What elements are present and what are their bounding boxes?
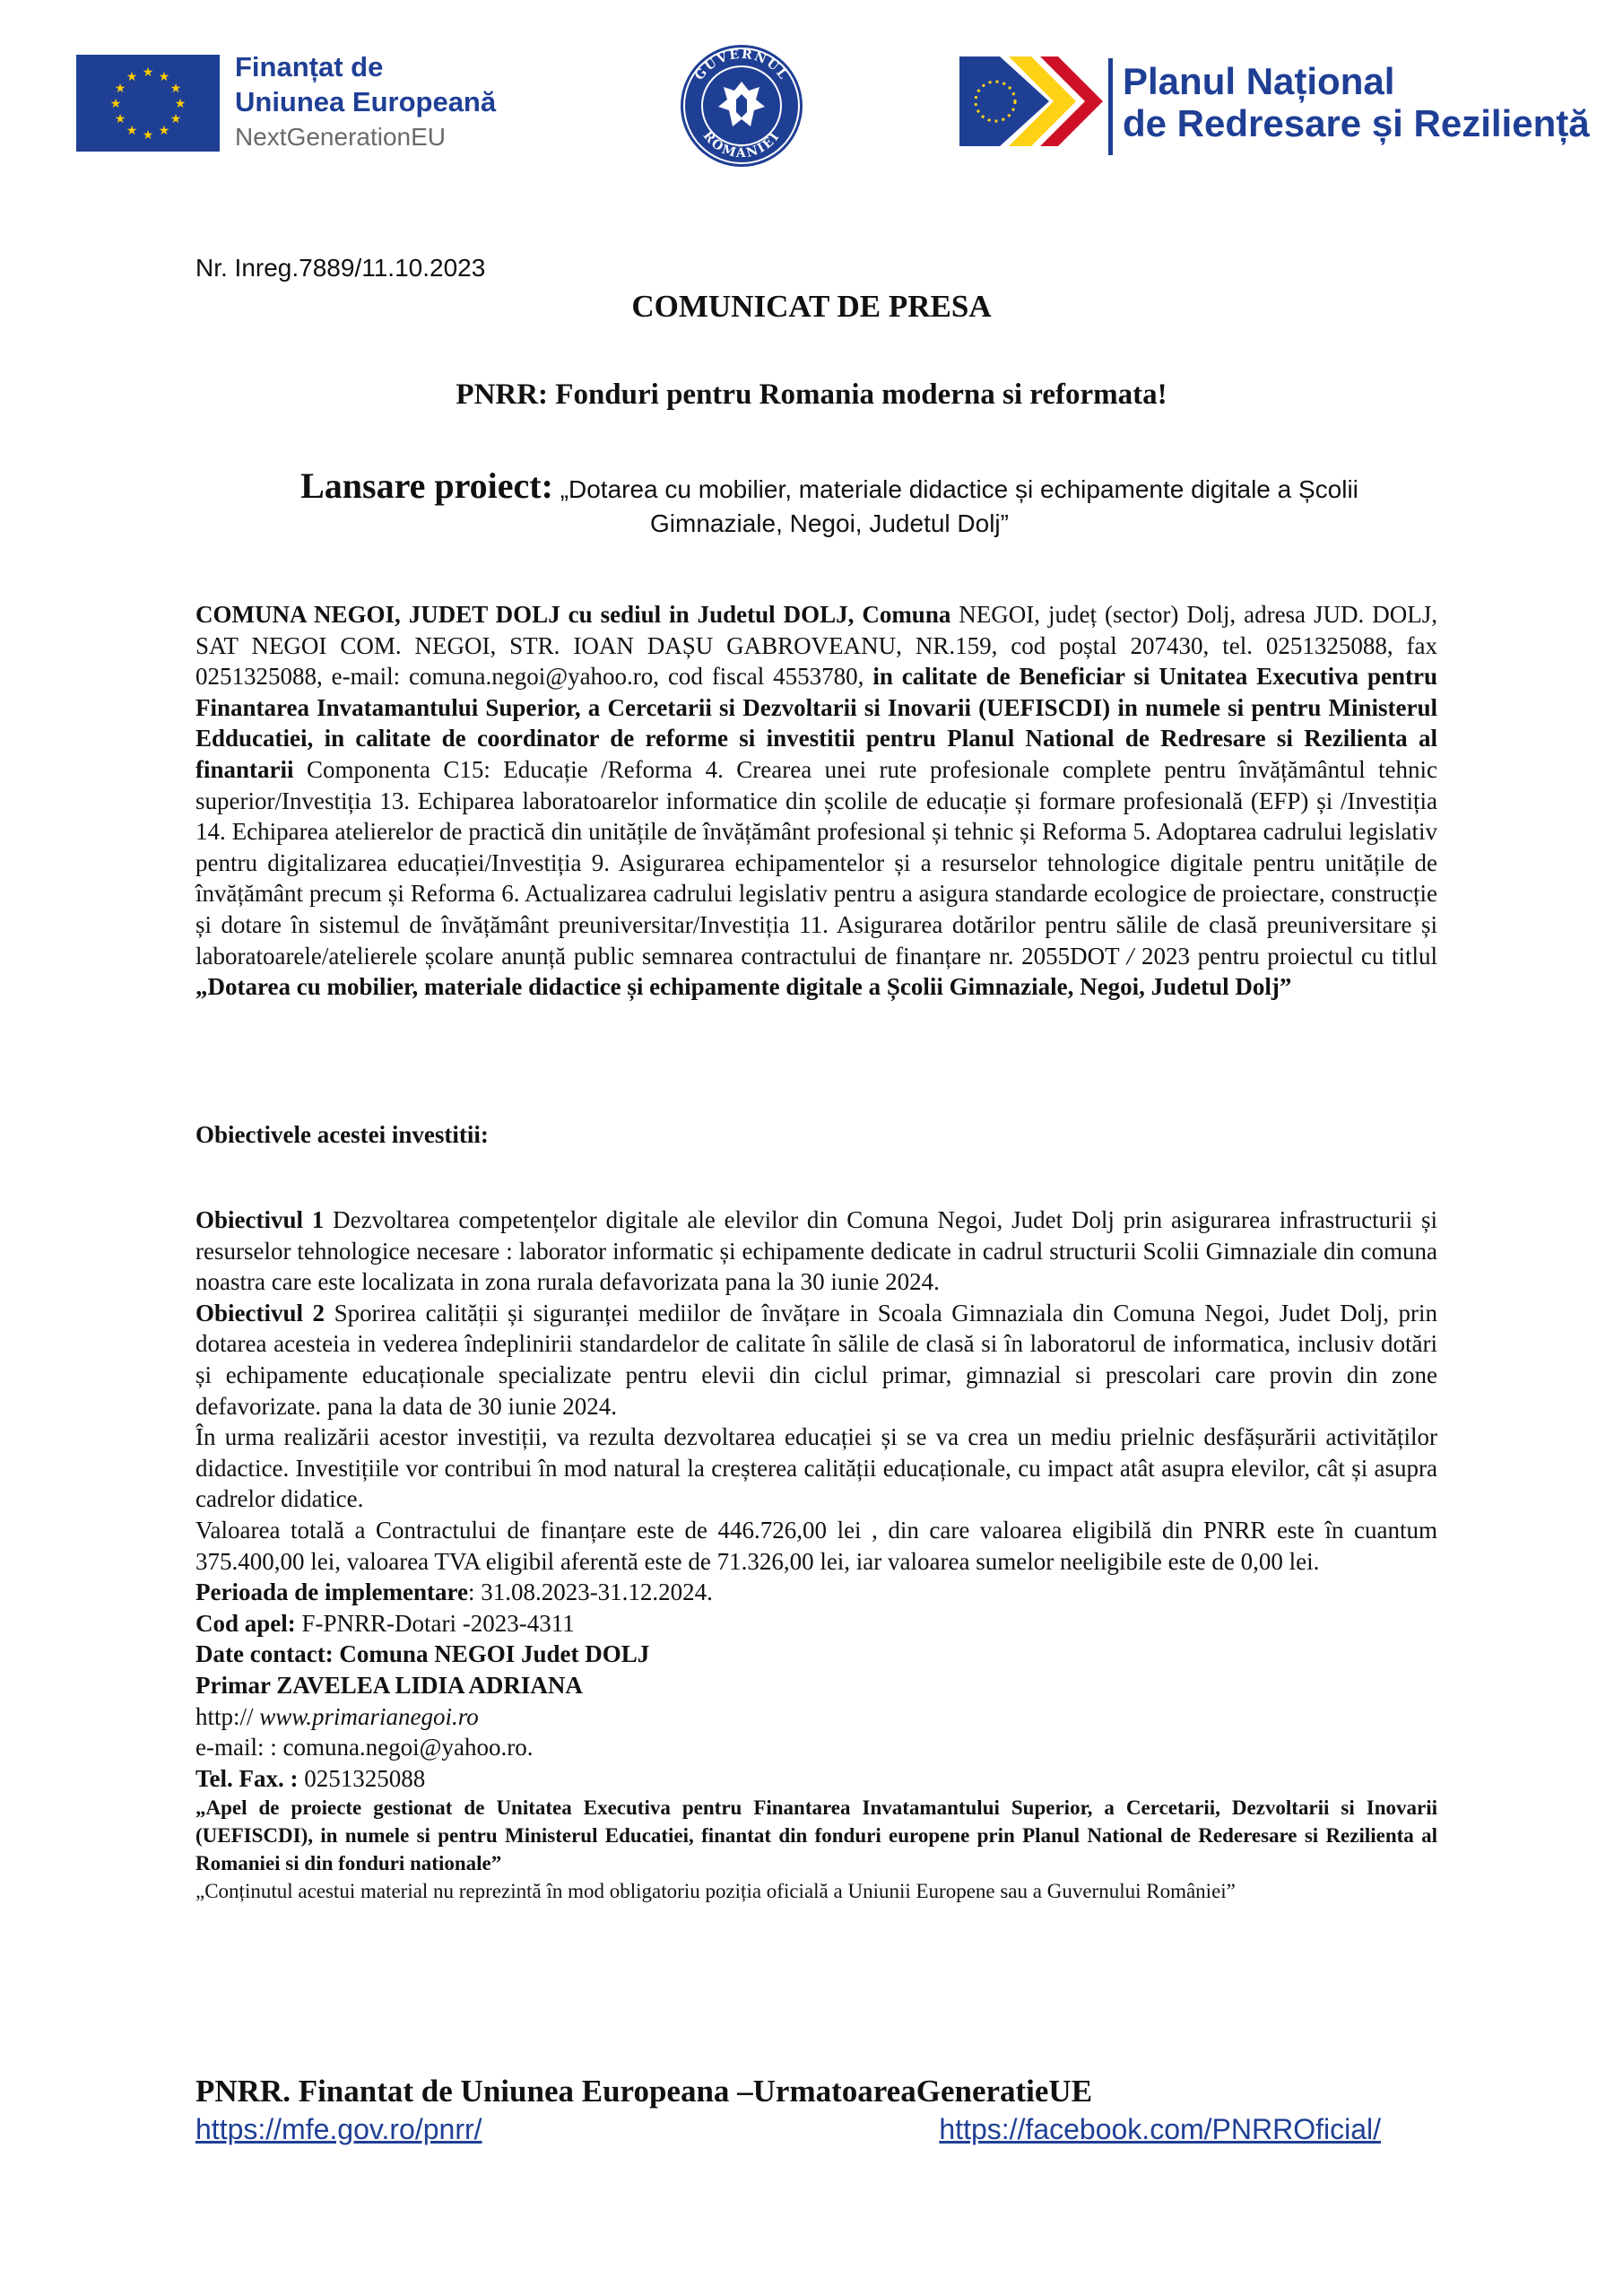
eu-label-line1: Finanțat de bbox=[235, 51, 384, 83]
mayor-text: Primar ZAVELEA LIDIA ADRIANA bbox=[195, 1671, 583, 1699]
objective-1 bbox=[195, 1205, 1437, 1298]
svg-text:★: ★ bbox=[142, 65, 154, 80]
eu-label-line2: Uniunea Europeană bbox=[235, 86, 497, 117]
svg-text:★: ★ bbox=[174, 97, 187, 111]
period-value: : 31.08.2023-31.12.2024. bbox=[467, 1578, 713, 1606]
svg-text:★: ★ bbox=[169, 112, 182, 126]
svg-text:★: ★ bbox=[158, 70, 170, 84]
svg-text:★: ★ bbox=[158, 124, 170, 138]
lansare-text: „Dotarea cu mobilier, materiale didactice și echipamente digitale a Școlii Gimnaziale, Negoi, Judetul Dolj” bbox=[560, 475, 1358, 537]
eu-funding-label bbox=[235, 49, 496, 155]
website-prefix: http:// bbox=[195, 1702, 260, 1730]
tel-label: Tel. Fax. : bbox=[195, 1764, 299, 1792]
objective-1-label: Obiectivul 1 bbox=[195, 1206, 325, 1233]
call-statement bbox=[195, 1794, 1437, 1877]
tel-value: 0251325088 bbox=[298, 1764, 426, 1792]
pnrr-logo-icon bbox=[959, 57, 1103, 146]
pnrr-label-line2: de Redresare și Reziliență bbox=[1123, 102, 1590, 144]
website bbox=[195, 1701, 1437, 1733]
tel-fax bbox=[195, 1763, 1437, 1795]
beneficiary-name: COMUNA NEGOI, JUDET DOLJ cu sediul in Judetul DOLJ, Comuna bbox=[195, 601, 951, 628]
svg-text:★: ★ bbox=[114, 112, 126, 126]
pnrr-label bbox=[1123, 60, 1590, 144]
footer-funding-line: PNRR. Finantat de Uniunea Europeana –UrmatoareaGeneratieUE bbox=[195, 2074, 1093, 2109]
call-code-label: Cod apel: bbox=[195, 1609, 296, 1637]
eu-flag-icon bbox=[76, 55, 220, 152]
document-subtitle: PNRR: Fonduri pentru Romania moderna si reformata! bbox=[456, 378, 1167, 411]
program-components: Componenta C15: Educație /Reforma 4. Crearea unei rute profesionale complete pentru învățământul tehnic superior/Investiția 13. Echiparea laboratoarelor informatice din școlile de educație și formare profesională (EFP) și /Investiția 14. Echiparea atelierelor de practică din unitățile de învățământ profesional și tehnic și Reforma 5. Adoptarea cadrului legislativ pentru digitalizarea educației/Investiția 9. Asigurarea echipamentelor și a resurselor tehnologice digitale pentru unitățile de învățământ precum și Reforma 6. Actualizarea cadrului legislativ pentru a asigura standarde ecologice de proiectare, construcție și dotare în sistemul de învățământ preuniversitar/Investiția 11. Asigurarea dotărilor pentru sălile de clasă preuniversitare și laboratoarele/atelierele școlare anunță public semnarea contractului de finanțare nr. 2055DOT bbox=[195, 755, 1437, 970]
beneficiary-paragraph: COMUNA NEGOI, JUDET DOLJ cu sediul in Judetul DOLJ, Comuna NEGOI, județ (sector) Dolj, adresa JUD. DOLJ, SAT NEGOI COM. NEGOI, STR. IOAN DAȘU GABROVEANU, NR.159, cod poștal 207430, tel. 0251325088, fax 0251325088, e-mail: comuna.negoi@yahoo.ro, cod fiscal 4553780, in calitate de Beneficiar si Unitatea Executiva pentru Finantarea Invatamantului Superior, a Cercetarii si Dezvoltarii si Inovarii (UEFISCDI) in numele si pentru Ministerul Edducatiei, in calitate de coordinator de reforme si investitii pentru Planul National de Redresare si Rezilienta al finantarii Componenta C15: Educație /Reforma 4. Crearea unei rute profesionale complete pentru învățământul tehnic superior/Investiția 13. Echiparea laboratoarelor informatice din școlile de educație și formare profesională (EFP) și /Investiția 14. Echiparea atelierelor de practică din unitățile de învățământ profesional și tehnic și Reforma 5. Adoptarea cadrului legislativ pentru digitalizarea educației/Investiția 9. Asigurarea echipamentelor și a resurselor tehnologice digitale pentru unitățile de învățământ precum și Reforma 6. Actualizarea cadrului legislativ pentru a asigura standarde ecologice de proiectare, construcție și dotare în sistemul de învățământ preuniversitar/Investiția 11. Asigurarea dotărilor pentru sălile de clasă preuniversitare și laboratoarele/atelierele școlare anunță public semnarea contractului de finanțare nr. 2055DOT / 2023 pentru proiectul cu titlul „Dotarea cu mobilier, materiale didactice și echipamente digitale a Școlii Gimnaziale, Negoi, Judetul Dolj” bbox=[195, 601, 1438, 1001]
disclaimer: „Conținutul acestui material nu reprezintă în mod obligatoriu poziția oficială a Uniunii Europene sau a Guvernului României” bbox=[195, 1880, 1236, 1903]
call-statement-text: „Apel de proiecte gestionat de Unitatea Executiva pentru Finantarea Invatamantului Superior, a Cercetarii, Dezvoltarii si Inovarii (UEFISCDI), in numele si pentru Ministerul Educatiei, finantat din fonduri europene prin Planul National de Rederesare si Rezilienta al Romaniei si din fonduri nationale” bbox=[195, 1796, 1437, 1875]
lansare-label: Lansare proiect: bbox=[300, 465, 553, 506]
contact-heading bbox=[195, 1639, 1437, 1670]
beneficiary-role: in calitate de Beneficiar si Unitatea Executiva pentru Finantarea Invatamantului Superior, a Cercetarii si Dezvoltarii si Inovarii (UEFISCDI) in numele si pentru Ministerul Edducatiei, in calitate de coordinator de reforme si investitii pentru Planul National de Redresare si Rezilienta al finantarii bbox=[195, 663, 1438, 783]
government-seal-icon bbox=[674, 39, 809, 173]
registration-number: Nr. Inreg.7889/11.10.2023 bbox=[195, 254, 486, 282]
svg-text:★: ★ bbox=[109, 97, 122, 111]
svg-text:★: ★ bbox=[114, 82, 126, 96]
header-logos bbox=[0, 49, 1623, 170]
eu-label-line3: NextGenerationEU bbox=[235, 123, 447, 151]
svg-text:★: ★ bbox=[126, 124, 138, 138]
objectives-heading: Obiectivele acestei investitii: bbox=[195, 1121, 489, 1148]
mayor-name bbox=[195, 1670, 1437, 1701]
project-title: „Dotarea cu mobilier, materiale didactice și echipamente digitale a Școlii Gimnaziale, Negoi, Judetul Dolj” bbox=[195, 973, 1292, 1001]
period-label: Perioada de implementare bbox=[195, 1578, 468, 1606]
svg-text:★: ★ bbox=[169, 82, 182, 96]
objective-2-text: Sporirea calității și siguranței mediilor de învățare in Scoala Gimnaziala din Comuna Negoi, Judet Dolj, prin dotarea acesteia in vederea îndeplinirii standardelor de calitate în sălile de clasă si în laboratorul de informatica, inclusiv dotări și echipamente educaționale specializate pentru elevii din ciclul primar, gimnazial si prescolari care provin din zone defavorizate. pana la data de 30 iunie 2024. bbox=[195, 1299, 1437, 1420]
website-link[interactable]: www.primarianegoi.ro bbox=[259, 1702, 479, 1730]
call-code-value: F-PNRR-Dotari -2023-4311 bbox=[295, 1609, 575, 1637]
call-code bbox=[195, 1608, 1437, 1639]
svg-text:ROMÂNIEI: ROMÂNIEI bbox=[699, 128, 784, 161]
result-paragraph: În urma realizării acestor investiții, va rezulta dezvoltarea educației și se va crea un mediu prielnic desfășurării activităților didactice. Investițiile vor contribui în mod natural la creșterea calității educaționale, cu impact atât asupra elevilor, cât și asupra cadrelor didatice. bbox=[195, 1423, 1437, 1513]
value-paragraph: Valoarea totală a Contractului de finanțare este de 446.726,00 lei , din care valoarea eligibilă din PNRR este în cuantum 375.400,00 lei, valoarea TVA eligibil aferentă este de 71.326,00 lei, iar valoarea sumelor neeligibile este de 0,00 lei. bbox=[195, 1516, 1437, 1575]
svg-text:GUVERNUL: GUVERNUL bbox=[692, 47, 791, 83]
svg-text:★: ★ bbox=[142, 128, 154, 143]
objectives-body bbox=[195, 1205, 1437, 1905]
contract-text: 2023 pentru proiectul cu titlul bbox=[1141, 942, 1437, 970]
email-line: e-mail: : comuna.negoi@yahoo.ro. bbox=[195, 1734, 534, 1761]
pnrr-label-line1: Planul Național bbox=[1123, 60, 1395, 102]
project-launch-heading bbox=[238, 465, 1421, 541]
pnrr-divider bbox=[1108, 58, 1113, 155]
objective-2 bbox=[195, 1298, 1437, 1422]
document-title: COMUNICAT DE PRESA bbox=[631, 289, 992, 324]
footer-link-mfe[interactable]: https://mfe.gov.ro/pnrr/ bbox=[195, 2113, 482, 2145]
contact-text: Date contact: Comuna NEGOI Judet DOLJ bbox=[195, 1640, 650, 1668]
svg-text:★: ★ bbox=[126, 70, 138, 84]
beneficiary-details: NEGOI, județ (sector) Dolj, adresa JUD. DOLJ, SAT NEGOI COM. NEGOI, STR. IOAN DAȘU GABROVEANU, NR.159, cod poștal 207430, tel. 0251325088, fax 0251325088, e-mail: comuna.negoi@yahoo.ro, cod fiscal 4553780, bbox=[195, 601, 1437, 691]
footer-link-facebook[interactable]: https://facebook.com/PNRROficial/ bbox=[939, 2113, 1381, 2145]
objective-1-text: Dezvoltarea competențelor digitale ale elevilor din Comuna Negoi, Judet Dolj prin asigurarea infrastructurii și resurselor tehnologice necesare : laborator informatic și echipamente dedicate in cadrul structurii Scolii Gimnaziale din comuna noastra care este localizata in zona rurala defavorizata pana la 30 iunie 2024. bbox=[195, 1206, 1437, 1296]
objective-2-label: Obiectivul 2 bbox=[195, 1299, 325, 1326]
implementation-period bbox=[195, 1577, 1437, 1608]
